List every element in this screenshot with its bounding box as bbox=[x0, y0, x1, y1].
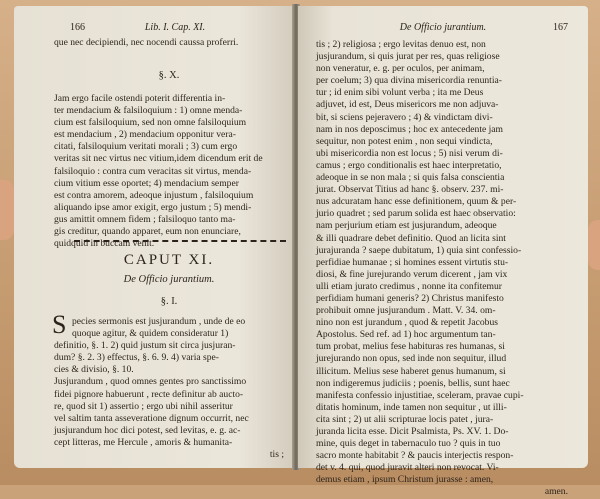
text-line: cium est falsiloquium, sed non omne falsiloquium bbox=[54, 117, 247, 129]
text-line: definitio, §. 1. 2) quid justum sit circa jusjuran- bbox=[54, 340, 236, 352]
text-line: ditatis hominum, inde tamen non sequitur , ut illi- bbox=[316, 401, 507, 413]
text-line: perfidiam humani generis? 2) Christus manifesto bbox=[316, 292, 504, 304]
text-line: juranda licita esse. Dicit Psalmista, Ps. XV. 1. Do- bbox=[316, 426, 509, 437]
text-line: dum? §. 2. 3) effectus, §. 6. 9. 4) varia spe- bbox=[54, 352, 220, 364]
text-line: cium vitium esse oportet; 4) mendacium semper bbox=[54, 177, 239, 189]
text-line: illicitum. Melius sese haberet genus humanum, si bbox=[316, 365, 506, 377]
right-page-body bbox=[316, 39, 568, 499]
text-line: nus adcuratam hanc esse definitionem, quum & per- bbox=[316, 196, 517, 208]
left-page bbox=[14, 6, 294, 468]
text-line: jurat. Observat Titius ad hanc §. observ. 237. mi- bbox=[316, 184, 504, 196]
text-line: jusjurandum hoc dici potest, sed levitas, e. g. ac- bbox=[54, 424, 241, 436]
chapter-subtitle: De Officio jurantium. bbox=[123, 274, 215, 285]
text-line: Jusjurandum , quod omnes gentes pro sanctissimo bbox=[54, 376, 247, 388]
text-line: nam in nos deposcimus ; hoc ex antecedente jam bbox=[316, 123, 504, 135]
text-line: ter mendacium & falsiloquium : 1) omne menda- bbox=[54, 105, 243, 117]
text-line: perfidiae humanae ; si homines essent virtutis stu- bbox=[316, 256, 509, 268]
text-line: mine, quis deget in tabernaculo tuo ? quis in tuo bbox=[316, 438, 501, 450]
text-line: non indigeremus judiciis ; poenis, bellis, sunt haec bbox=[316, 377, 510, 389]
section-x-body bbox=[54, 93, 284, 250]
text-line: manifesta confessio injustitiae, sceleram, pravae cupi- bbox=[316, 389, 524, 401]
catchword: tis ; bbox=[269, 449, 284, 461]
text-line: tum probat, melius fese habituras res humanas, si bbox=[316, 341, 505, 353]
catchword: amen. bbox=[544, 486, 568, 498]
text-line: ubi misericordia non est locus ; 5) nisi verum di- bbox=[316, 147, 503, 159]
running-title-right: De Officio jurantium. bbox=[399, 22, 487, 33]
text-line: & illi quadrare debet definitio. Quod an licita sint bbox=[316, 232, 506, 244]
page-number-left: 166 bbox=[70, 22, 85, 33]
text-line: cita sint ; 2) ut alii scripturae locis patet , jura- bbox=[316, 413, 494, 425]
text-line: citati, falsiloquium veritati morali ; 3) cum ergo bbox=[54, 141, 238, 153]
text-line: tur ; id enim sibi volunt verba ; ita me Deus bbox=[316, 87, 484, 99]
right-thumb bbox=[588, 220, 600, 270]
text-line: vel saltim tanta asseveratione dignum occurrit, nec bbox=[54, 412, 249, 424]
text-line: demus etiam , ipsum Christum jurasse : amen, bbox=[316, 474, 494, 486]
right-page bbox=[298, 6, 588, 498]
text-line: fidei pignore habuerunt , recte definitur ab aucto- bbox=[54, 388, 244, 400]
text-line: pecies sermonis est jusjurandum , unde de eo bbox=[72, 316, 246, 327]
text-line: nam perjurium etiam est jusjurandum, adeoque bbox=[316, 220, 497, 232]
section-heading-i: §. I. bbox=[160, 296, 178, 307]
text-line: diosi, & fine jurejurando verum dicerent , jam vix bbox=[316, 268, 508, 280]
left-thumb bbox=[0, 180, 14, 240]
text-line: det v. 4. qui, quod juravit alteri non revocat. Vi- bbox=[316, 462, 499, 474]
text-line: quidquid in buccam venit. bbox=[54, 238, 155, 250]
text-line: gis creditur, quando apparet, eum non enunciare, bbox=[54, 226, 241, 238]
chapter-title: CAPUT XI. bbox=[123, 252, 215, 268]
text-line: nino non est jurandum , quod & repetit Jacobus bbox=[316, 317, 498, 329]
page-number-right: 167 bbox=[553, 22, 568, 33]
text-line: veritas sit nec virtus nec vitium,idem dicendum erit de bbox=[54, 153, 263, 165]
text-line: cies & divisio, §. 10. bbox=[54, 364, 134, 376]
section-heading-x: §. X. bbox=[158, 70, 180, 81]
text-line: est contra amorem, adeoque injustum , falsiloquium bbox=[54, 189, 254, 201]
text-line: adjuvet, id est, Deus misericors me non adjuva- bbox=[316, 99, 499, 111]
section-i-body bbox=[54, 316, 284, 461]
top-continuation bbox=[54, 37, 284, 49]
running-title-left: Lib. I. Cap. XI. bbox=[144, 22, 206, 33]
text-line: adeoque in se non mala ; si quis falsa conscientia bbox=[316, 172, 505, 184]
text-line: gus amittit omnem fidem ; falsiloquo tanto ma- bbox=[54, 213, 236, 225]
text-line: falsiloquio : contra cum veracitas sit virtus, menda- bbox=[54, 165, 252, 177]
text-line: jurejurando non opus, sed inde non sequitur, illud bbox=[316, 353, 507, 365]
chapter-divider-rule bbox=[74, 240, 286, 242]
text-line: non veneratur, e. g. per oculos, per animam, bbox=[316, 63, 485, 75]
text-line: Jam ergo facile ostendi poterit differentia in- bbox=[54, 93, 226, 104]
text-line: ulli etiam jurato credimus , nonne ita confitemur bbox=[316, 280, 502, 292]
text-line: per coelum; 3) qua divina misericordia renuntia- bbox=[316, 75, 502, 87]
drop-capital: S bbox=[52, 310, 67, 339]
text-line: sacro monte habitabit ? & paucis interjectis respon- bbox=[316, 450, 514, 462]
text-line: camus ; ergo conditionalis est haec interpretatio, bbox=[316, 159, 502, 171]
text-line: quoque agitur, & quidem consideratur 1) bbox=[72, 328, 229, 340]
text-line: que nec decipiendi, nec nocendi caussa proferri. bbox=[54, 37, 239, 48]
text-line: prohibuit omne jusjurandum . Matt. V. 34. om- bbox=[316, 305, 496, 317]
text-line: re, quod sit 1) assertio ; ergo ubi nihil asseritur bbox=[54, 400, 233, 412]
text-line: jurajuranda ? saepe dubitatum, 1) quia sint confessio- bbox=[316, 244, 522, 256]
text-line: cept litteras, me Hercule , amoris & humanita- bbox=[54, 436, 233, 448]
text-line: aliquando ipse amor exigit, ergo justum ; 5) mendi- bbox=[54, 201, 252, 213]
text-line: est mendacium , 2) mendacium opponitur vera- bbox=[54, 129, 236, 141]
text-line: Apostolus. Sed ref. ad 1) hoc argumentum tan- bbox=[316, 329, 496, 341]
text-line: sequitur, non potest enim , non sequi vindicta, bbox=[316, 135, 493, 147]
text-line: jusjurandum, si quis jurat per res, quas religiose bbox=[316, 51, 500, 63]
text-line: jurio quadret ; sed parum solida est haec observatio: bbox=[316, 208, 516, 220]
text-line: bit, si sciens pejeravero ; 4) & vindictam divi- bbox=[316, 111, 493, 123]
text-line: tis ; 2) religiosa ; ergo levitas denuo est, non bbox=[316, 39, 486, 50]
